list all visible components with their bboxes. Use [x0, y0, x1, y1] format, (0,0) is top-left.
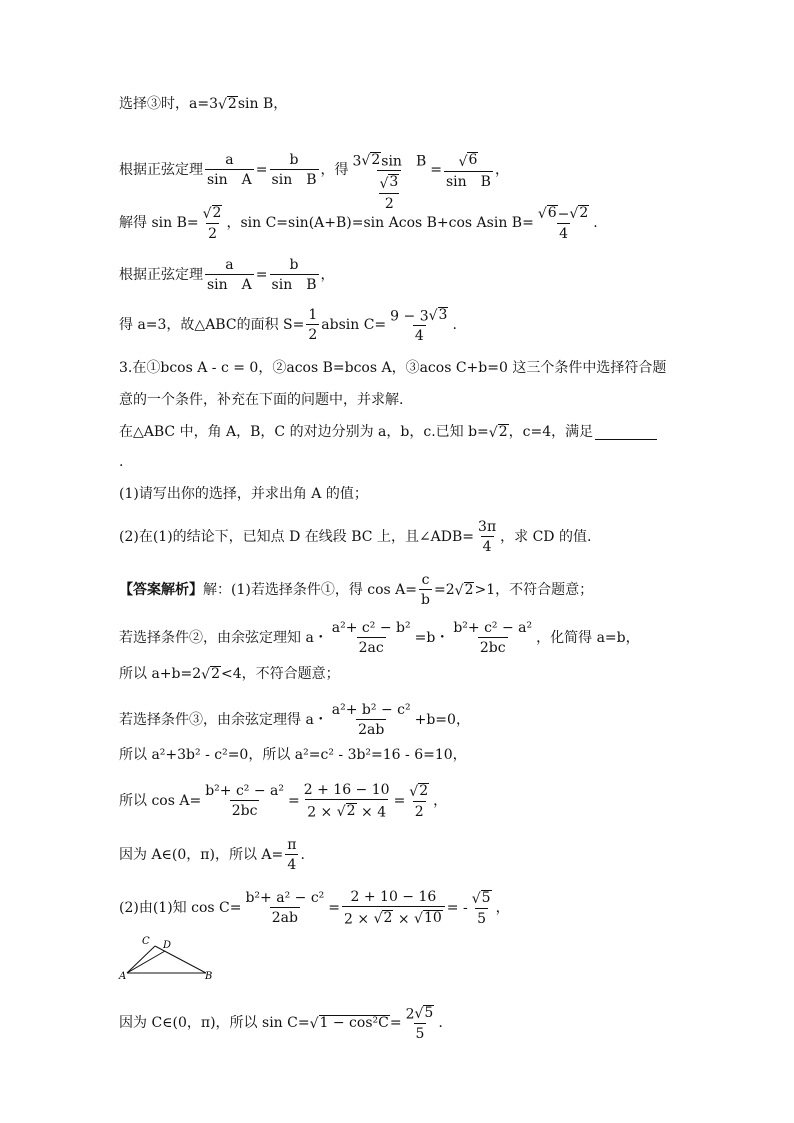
fraction [201, 205, 225, 241]
text: ， [495, 900, 510, 917]
text: ，得 [320, 162, 349, 179]
sqrt: √ 2 [488, 424, 508, 442]
sqrt: √ 2 [361, 152, 381, 170]
sqrt: √ 2 [373, 910, 393, 928]
denominator: b [419, 589, 432, 607]
sqrt: √ 2 [454, 581, 474, 600]
numerator [457, 152, 481, 170]
text: − [557, 206, 570, 223]
line-15 [119, 703, 470, 737]
radicand: 2 [419, 783, 429, 799]
sqrt: √ 2 [569, 205, 589, 223]
radicand: 5 [481, 890, 491, 906]
denominator: 4 [413, 325, 426, 343]
text: 选择③时，a=3 [119, 96, 218, 113]
text: = [255, 162, 268, 179]
text: ，求 CD 的值. [500, 529, 592, 545]
fraction [342, 890, 445, 926]
numerator: b²+ c² − a² [205, 783, 285, 800]
fraction [536, 205, 591, 241]
sqrt: √ 2 [217, 96, 237, 114]
text: 若选择条件③，由余弦定理得 a・ [119, 712, 328, 728]
label-a: A [119, 971, 127, 982]
numerator [351, 152, 429, 170]
line-1 [119, 96, 287, 112]
numerator: π [287, 837, 297, 853]
denominator: 2bc [478, 637, 508, 655]
text: . [300, 847, 305, 863]
denominator: 2ab [270, 907, 300, 925]
text: 2 [405, 1006, 415, 1023]
radicand: 2 [464, 581, 474, 598]
text: 9 − 3 [390, 308, 429, 325]
sqrt: √ 2 [409, 783, 429, 801]
denominator [342, 906, 445, 926]
sqrt: √ 2 [202, 205, 222, 223]
line-18 [119, 838, 305, 872]
text: = [255, 267, 268, 283]
text: = [288, 793, 300, 810]
radicand: 2 [212, 205, 222, 221]
line-3 [119, 205, 598, 241]
radicand: 2 [346, 803, 356, 819]
denominator: 2ab [356, 719, 386, 737]
line-8 [119, 424, 657, 440]
denominator: sin A [205, 169, 254, 187]
numerator [536, 205, 591, 223]
numerator: 3π [478, 519, 497, 535]
text: 得 a=3，故△ABC的面积 S= [119, 317, 305, 334]
text: × 4 [356, 804, 387, 821]
text: = - [446, 900, 468, 917]
numerator: b²+ a² − c² [245, 890, 325, 907]
text: . [438, 1015, 443, 1032]
numerator: b²+ c² − a² [453, 620, 533, 636]
inner-denominator: 2 [379, 193, 399, 211]
complex-fraction [351, 152, 429, 211]
radicand: 3 [389, 174, 399, 191]
fraction [330, 703, 413, 737]
line-6: 3.在①bcos A - c = 0，②acos B=bcos A，③acos C+b=0 这三个条件中选择符合题 [119, 360, 667, 376]
radicand: 5 [424, 1005, 434, 1021]
line-4 [119, 258, 335, 292]
line-2 [119, 130, 509, 211]
sqrt: √ 3 [379, 174, 399, 192]
fraction [203, 784, 286, 818]
numerator: b [289, 257, 299, 273]
fraction [451, 621, 534, 655]
denominator: 5 [414, 1023, 427, 1041]
answer-blank[interactable] [595, 425, 657, 440]
text: absin C= [321, 317, 387, 334]
label-b: B [205, 971, 213, 982]
radicand: 2 [227, 96, 237, 112]
radicand: 3 [438, 307, 448, 323]
text: 所以 cos A= [119, 793, 202, 810]
text: =2 [434, 582, 455, 598]
denominator: 2bc [230, 800, 260, 818]
text: 解：(1)若选择条件①，得 cos A= [203, 582, 418, 598]
radicand: 6 [468, 152, 478, 169]
text: = [393, 793, 406, 810]
radicand: 2 [371, 152, 381, 168]
text: 因为 C∈(0，π)，所以 sin C= [119, 1015, 310, 1032]
label-c: C [142, 936, 150, 947]
label-d: D [163, 940, 172, 951]
denominator: sin B [270, 274, 319, 292]
numerator: a [225, 257, 234, 273]
line-17 [119, 783, 447, 819]
line-13 [119, 621, 640, 655]
text: 解得 sin B= [119, 215, 199, 232]
numerator: c [421, 572, 430, 588]
denominator: 2 [413, 801, 426, 819]
text: = [389, 1015, 402, 1032]
fraction [205, 258, 254, 292]
fraction [205, 153, 254, 187]
line-9: . [119, 454, 124, 470]
text: . [452, 317, 457, 334]
numerator [201, 205, 225, 223]
sqrt: √ 2 [201, 666, 220, 684]
radicand: 1 − cos²C [319, 1015, 389, 1031]
line-20 [119, 1005, 443, 1041]
fraction [270, 258, 319, 292]
fraction [330, 621, 413, 655]
fraction [476, 520, 498, 554]
radicand: 10 [423, 910, 442, 926]
fraction [285, 838, 298, 872]
denominator: 2ac [357, 637, 386, 655]
text: . [593, 215, 598, 232]
text: 因为 A∈(0，π)，所以 A= [119, 847, 284, 863]
numerator: a [225, 152, 234, 169]
numerator: a²+ c² − b² [331, 620, 411, 636]
line-5 [119, 307, 457, 343]
radicand: 2 [211, 666, 220, 682]
text: ，化简得 a=b， [536, 630, 640, 646]
line-7: 意的一个条件，补充在下面的问题中，并求解. [119, 392, 404, 408]
radicand: 2 [579, 205, 589, 221]
text: >1，不符合题意； [474, 582, 594, 598]
denominator: 4 [285, 854, 298, 872]
numerator [470, 890, 494, 908]
fraction [404, 1005, 437, 1041]
sqrt: √ 5 [471, 890, 491, 908]
numerator: b [289, 152, 299, 169]
text: +b=0， [414, 712, 470, 728]
sqrt: √ 5 [414, 1005, 434, 1023]
sqrt: √ 6 [537, 205, 557, 223]
fraction [419, 573, 432, 607]
sqrt: √ 6 [458, 152, 478, 170]
text: ， [320, 267, 335, 283]
text: 3 [352, 153, 362, 170]
line-16: 所以 a²+3b² - c²=0，所以 a²=c² - 3b²=16 - 6=10， [119, 747, 467, 763]
fraction [306, 308, 319, 342]
text: 在△ABC 中，角 A，B，C 的对边分别为 a，b，c.已知 b= [119, 424, 489, 441]
text: 若选择条件②，由余弦定理知 a・ [119, 630, 328, 646]
fraction [470, 890, 494, 926]
triangle-figure [117, 934, 227, 984]
numerator: 2 + 16 − 10 [303, 782, 390, 798]
denominator [305, 799, 388, 819]
text: <4，不符合题意； [220, 666, 340, 683]
line-10: (1)请写出你的选择，并求出角 A 的值； [119, 486, 368, 502]
fraction [270, 153, 319, 187]
text: ， [494, 162, 509, 179]
text: 2 × [307, 804, 337, 821]
denominator: 4 [481, 536, 494, 554]
line-11 [119, 520, 591, 554]
denominator: sin B [270, 169, 319, 187]
text: ，sin C=sin(A+B)=sin Acos B+cos Asin B= [226, 215, 534, 232]
text: = [430, 162, 442, 179]
text: = [328, 900, 341, 917]
text: sin B [381, 153, 427, 170]
text: (2)由(1)知 cos C= [119, 900, 242, 917]
text: 2 × [344, 911, 374, 928]
sqrt: √ 3 [428, 307, 448, 325]
denominator: sin A [205, 274, 254, 292]
text: 根据正弦定理 [119, 162, 203, 179]
text: =b・ [414, 630, 450, 646]
fraction [243, 891, 326, 925]
denominator: sin B [444, 171, 493, 189]
line-14 [119, 666, 340, 682]
radicand: 6 [547, 205, 557, 221]
numerator: 2 + 10 − 16 [350, 889, 437, 905]
sqrt: √ 2 [336, 803, 356, 821]
text: sin B， [237, 96, 288, 113]
numerator: 1 [308, 307, 318, 324]
denominator: 4 [557, 223, 570, 241]
fraction [302, 783, 392, 819]
fraction [388, 307, 450, 343]
text: ， [433, 793, 448, 810]
sqrt: √ 10 [414, 910, 442, 928]
text: 根据正弦定理 [119, 267, 203, 283]
fraction [407, 783, 431, 819]
line-12 [119, 573, 593, 607]
denominator: 5 [475, 908, 488, 926]
numerator [388, 307, 450, 325]
text: 所以 a+b=2 [119, 666, 202, 683]
text: × [393, 911, 415, 928]
answer-heading: 【答案解析】 [119, 582, 203, 598]
text: ，c=4，满足 [508, 424, 594, 441]
numerator [404, 1005, 437, 1023]
numerator [407, 783, 431, 801]
line-19 [119, 890, 510, 926]
denominator: 2 [306, 324, 319, 342]
text: (2)在(1)的结论下，已知点 D 在线段 BC 上，且∠ADB= [119, 529, 475, 545]
radicand: 2 [498, 424, 508, 440]
sqrt: √ 1 − cos²C [309, 1015, 389, 1033]
numerator: a²+ b² − c² [331, 702, 411, 718]
fraction [444, 152, 493, 188]
radicand: 2 [383, 910, 393, 926]
denominator: 2 [206, 223, 219, 241]
